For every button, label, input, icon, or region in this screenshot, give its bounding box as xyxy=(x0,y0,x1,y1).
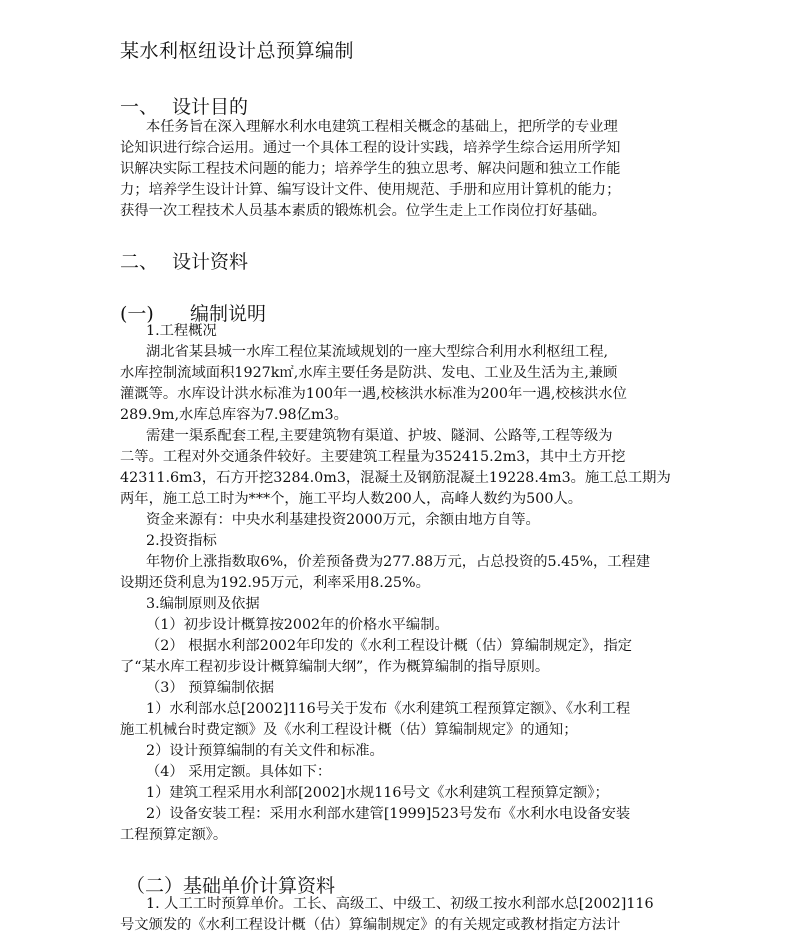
paragraph-line: 3.编制原则及依据 xyxy=(146,596,260,612)
paragraph-line: 资金来源有：中央水利基建投资2000万元，余额由地方自等。 xyxy=(146,512,540,528)
paragraph-line: 水库控制流域面积1927k㎡,水库主要任务是防洪、发电、工业及生活为主,兼顾 xyxy=(120,365,618,381)
paragraph-line: 论知识进行综合运用。通过一个具体工程的设计实践，培养学生综合运用所学知 xyxy=(120,140,621,156)
paragraph-line: （1）初步设计概算按2002年的价格水平编制。 xyxy=(146,617,449,633)
paragraph-line: 湖北省某县城一水库工程位某流域规划的一座大型综合利用水利枢纽工程, xyxy=(146,344,609,360)
paragraph-line: 本任务旨在深入理解水利水电建筑工程相关概念的基础上，把所学的专业理 xyxy=(146,119,618,135)
paragraph-line: 1. 人工工时预算单价。工长、高级工、中级工、初级工按水利部水总[2002]116 xyxy=(146,896,654,912)
paragraph-line: 1.工程概况 xyxy=(146,323,217,339)
section-number: 二、 xyxy=(120,251,159,273)
document-title: 某水利枢纽设计总预算编制 xyxy=(120,40,355,62)
paragraph-line: （2） 根据水利部2002年印发的《水利工程设计概（估）算编制规定》，指定 xyxy=(146,638,633,654)
paragraph-line: 工程预算定额》。 xyxy=(120,827,228,843)
paragraph-line: 2）设计预算编制的有关文件和标准。 xyxy=(146,743,384,759)
section-title: 设计资料 xyxy=(172,251,249,273)
subsection-heading-unit-price: （二）基础单价计算资料 xyxy=(126,875,336,897)
paragraph-line: 了“某水库工程初步设计概算编制大纲”，作为概算编制的指导原则。 xyxy=(120,659,550,675)
paragraph-line: 号文颁发的《水利工程设计概（估）算编制规定》的有关规定或教材指定方法计 xyxy=(120,917,621,933)
paragraph-line: 识解决实际工程技术问题的能力；培养学生的独立思考、解决问题和独立工作能 xyxy=(120,161,621,177)
section-title: 设计目的 xyxy=(172,96,249,118)
paragraph-line: （4） 采用定额。具体如下： xyxy=(146,764,332,780)
subsection-title: 编制说明 xyxy=(190,303,267,325)
paragraph-line: 42311.6m3，石方开挖3284.0m3，混凝土及钢筋混凝土19228.4m3。施工总工期为 xyxy=(120,470,671,486)
paragraph-line: 2）设备安装工程：采用水利部水建管[1999]523号发布《水利水电设备安装 xyxy=(146,806,631,822)
paragraph-line: 1）建筑工程采用水利部[2002]水规116号文《水利建筑工程预算定额》； xyxy=(146,785,609,801)
paragraph-line: 2.投资指标 xyxy=(146,533,217,549)
paragraph-line: 设期还贷利息为192.95万元，利率采用8.25%。 xyxy=(120,575,430,591)
section-heading-purpose xyxy=(120,92,248,119)
paragraph-line: 二等。工程对外交通条件较好。主要建筑工程量为352415.2m3，其中土方开挖 xyxy=(120,449,626,465)
paragraph-line: 289.9m,水库总库容为7.98亿m3。 xyxy=(120,407,348,423)
section-heading-materials xyxy=(120,247,248,274)
paragraph-line: 施工机械台时费定额》及《水利工程设计概（估）算编制规定》的通知； xyxy=(120,722,578,738)
paragraph-line: 年物价上涨指数取6%，价差预备费为277.88万元，占总投资的5.45%，工程建 xyxy=(146,554,651,570)
section-number: 一、 xyxy=(120,96,159,118)
paragraph-line: 获得一次工程技术人员基本素质的锻炼机会。位学生走上工作岗位打好基础。 xyxy=(120,203,607,219)
paragraph-line: 1）水利部水总[2002]116号关于发布《水利建筑工程预算定额》、《水利工程 xyxy=(146,701,631,717)
paragraph-line: 力；培养学生设计计算、编写设计文件、使用规范、手册和应用计算机的能力； xyxy=(120,182,621,198)
paragraph-line: 两年，施工总工时为***个，施工平均人数200人，高峰人数约为500人。 xyxy=(120,491,583,507)
paragraph-line: （3） 预算编制依据 xyxy=(146,680,275,696)
paragraph-line: 灌溉等。水库设计洪水标准为100年一遇,校核洪水标准为200年一遇,校核洪水位 xyxy=(120,386,627,402)
subsection-number: (一) xyxy=(120,303,154,325)
paragraph-line: 需建一渠系配套工程,主要建筑物有渠道、护坡、隧洞、公路等,工程等级为 xyxy=(146,428,613,444)
